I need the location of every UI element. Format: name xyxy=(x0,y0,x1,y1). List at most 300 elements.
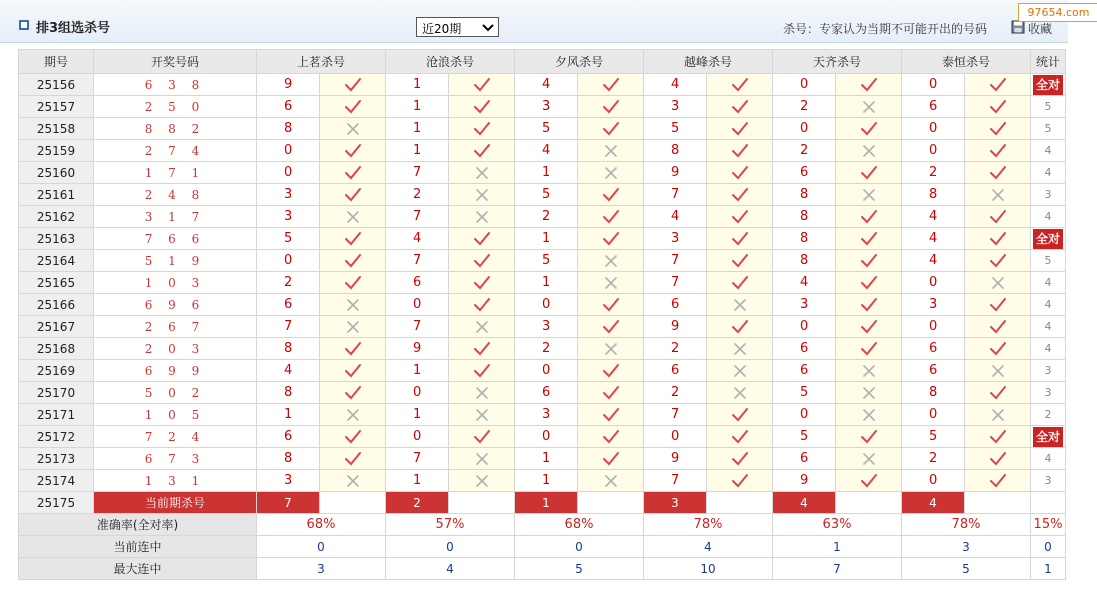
check-icon xyxy=(473,143,491,159)
result-mark-cell xyxy=(449,140,515,162)
result-mark-cell xyxy=(707,426,773,448)
kill-number-cell: 2 xyxy=(773,140,836,162)
issue-cell: 25159 xyxy=(19,140,94,162)
result-mark-cell xyxy=(965,272,1031,294)
result-mark-cell xyxy=(449,206,515,228)
result-mark-cell xyxy=(578,404,644,426)
result-mark-cell xyxy=(449,470,515,492)
result-mark-cell xyxy=(578,228,644,250)
check-icon xyxy=(473,99,491,115)
result-mark-cell xyxy=(836,96,902,118)
stat-cell: 3 xyxy=(1031,470,1066,492)
draw-number-cell: 2 0 3 xyxy=(94,338,257,360)
kill-number-cell: 2 xyxy=(773,96,836,118)
draw-number-cell: 2 6 7 xyxy=(94,316,257,338)
check-icon xyxy=(602,77,620,93)
kill-number-cell: 1 xyxy=(515,162,578,184)
result-mark-cell xyxy=(707,316,773,338)
check-icon xyxy=(602,429,620,445)
stat-cell: 3 xyxy=(1031,184,1066,206)
stat-cell: 3 xyxy=(1031,360,1066,382)
result-mark-cell xyxy=(320,360,386,382)
draw-number-cell: 2 7 4 xyxy=(94,140,257,162)
title-square-icon xyxy=(19,20,29,30)
result-mark-cell xyxy=(449,360,515,382)
check-icon xyxy=(473,231,491,247)
table-row xyxy=(19,228,1066,250)
issue-cell: 25165 xyxy=(19,272,94,294)
result-mark-cell xyxy=(320,96,386,118)
result-mark-cell xyxy=(578,206,644,228)
kill-number-cell: 7 xyxy=(644,404,707,426)
result-mark-cell xyxy=(449,228,515,250)
cross-icon xyxy=(473,385,491,401)
draw-number-cell: 1 7 1 xyxy=(94,162,257,184)
check-icon xyxy=(602,385,620,401)
draw-number-cell: 6 9 6 xyxy=(94,294,257,316)
current-streak-row-value: 4 xyxy=(644,536,773,558)
kill-number-cell: 1 xyxy=(515,272,578,294)
result-mark-cell xyxy=(836,140,902,162)
col-header-expert: 天齐杀号 xyxy=(773,50,902,74)
kill-number-cell: 6 xyxy=(773,338,836,360)
check-icon xyxy=(989,253,1007,269)
draw-number-cell: 3 1 7 xyxy=(94,206,257,228)
check-icon xyxy=(731,121,749,137)
result-mark-cell xyxy=(320,74,386,96)
max-streak-row-value: 10 xyxy=(644,558,773,580)
save-icon[interactable] xyxy=(1011,20,1025,34)
kill-number-cell: 0 xyxy=(773,118,836,140)
period-select[interactable] xyxy=(416,17,499,37)
kill-number-cell: 5 xyxy=(257,228,320,250)
cross-icon xyxy=(473,451,491,467)
check-icon xyxy=(731,407,749,423)
table-row xyxy=(19,448,1066,470)
accuracy-row-value: 68% xyxy=(515,514,644,536)
kill-number-cell: 0 xyxy=(515,426,578,448)
kill-number-cell: 0 xyxy=(773,74,836,96)
result-mark-cell xyxy=(449,338,515,360)
kill-number-cell: 5 xyxy=(902,426,965,448)
check-icon xyxy=(473,341,491,357)
check-icon xyxy=(473,77,491,93)
kill-number-cell: 4 xyxy=(902,228,965,250)
kill-number-cell: 0 xyxy=(515,360,578,382)
result-mark-cell xyxy=(836,360,902,382)
check-icon xyxy=(344,451,362,467)
cross-icon xyxy=(473,165,491,181)
issue-cell: 25157 xyxy=(19,96,94,118)
check-icon xyxy=(860,253,878,269)
kill-number-cell: 4 xyxy=(386,228,449,250)
check-icon xyxy=(473,275,491,291)
kill-number-cell: 0 xyxy=(902,272,965,294)
table-row xyxy=(19,96,1066,118)
result-mark-cell xyxy=(836,206,902,228)
stat-cell: 2 xyxy=(1031,404,1066,426)
cross-icon xyxy=(473,187,491,203)
draw-number-cell: 6 3 8 xyxy=(94,74,257,96)
kill-number-cell: 8 xyxy=(773,250,836,272)
current-streak-row-label: 当前连中 xyxy=(19,536,257,558)
kill-number-cell: 6 xyxy=(257,426,320,448)
result-mark-cell xyxy=(836,228,902,250)
max-streak-row-value: 7 xyxy=(773,558,902,580)
all-correct-badge: 全对 xyxy=(1033,75,1063,95)
check-icon xyxy=(473,297,491,313)
check-icon xyxy=(602,297,620,313)
current-streak-row-value: 3 xyxy=(902,536,1031,558)
kill-number-cell: 0 xyxy=(902,404,965,426)
cross-icon xyxy=(860,407,878,423)
kill-number-cell: 5 xyxy=(515,250,578,272)
check-icon xyxy=(989,77,1007,93)
kill-number-cell: 5 xyxy=(515,118,578,140)
issue-cell: 25164 xyxy=(19,250,94,272)
cross-icon xyxy=(731,385,749,401)
max-streak-row-value: 5 xyxy=(902,558,1031,580)
result-mark-cell xyxy=(578,162,644,184)
check-icon xyxy=(989,143,1007,159)
kill-number-cell: 3 xyxy=(515,404,578,426)
result-mark-cell xyxy=(707,228,773,250)
cross-icon xyxy=(989,187,1007,203)
result-mark-cell xyxy=(836,382,902,404)
current-kill-row xyxy=(19,492,1066,514)
kill-number-cell: 1 xyxy=(386,96,449,118)
col-header-draw: 开奖号码 xyxy=(94,50,257,74)
kill-number-cell: 6 xyxy=(515,382,578,404)
page-header xyxy=(0,0,1068,43)
table-row xyxy=(19,404,1066,426)
kill-number-cell: 8 xyxy=(902,382,965,404)
result-mark-cell xyxy=(836,316,902,338)
kill-number-cell: 0 xyxy=(902,316,965,338)
draw-number-cell: 1 0 3 xyxy=(94,272,257,294)
draw-number-cell: 6 7 3 xyxy=(94,448,257,470)
result-mark-cell xyxy=(707,404,773,426)
kill-number-cell: 5 xyxy=(644,118,707,140)
result-mark-cell xyxy=(707,96,773,118)
issue-cell: 25171 xyxy=(19,404,94,426)
check-icon xyxy=(731,319,749,335)
check-icon xyxy=(602,209,620,225)
result-mark-cell xyxy=(578,184,644,206)
result-mark-cell xyxy=(965,140,1031,162)
col-header-stat: 统计 xyxy=(1031,50,1066,74)
result-mark-cell xyxy=(965,316,1031,338)
kill-number-cell: 8 xyxy=(257,448,320,470)
result-mark-cell xyxy=(449,404,515,426)
result-mark-cell xyxy=(965,118,1031,140)
period-select-value[interactable]: 近20期 xyxy=(422,22,462,36)
stat-cell: 4 xyxy=(1031,272,1066,294)
max-streak-row xyxy=(19,558,1066,580)
cross-icon xyxy=(473,209,491,225)
kill-number-cell: 6 xyxy=(902,96,965,118)
col-header-expert: 上茗杀号 xyxy=(257,50,386,74)
check-icon xyxy=(989,231,1007,247)
check-icon xyxy=(731,187,749,203)
check-icon xyxy=(344,143,362,159)
result-mark-cell xyxy=(320,140,386,162)
cross-icon xyxy=(860,363,878,379)
result-mark-cell xyxy=(320,338,386,360)
result-mark-cell xyxy=(320,228,386,250)
check-icon xyxy=(602,319,620,335)
result-mark-cell xyxy=(320,162,386,184)
check-icon xyxy=(860,473,878,489)
kill-number-cell: 2 xyxy=(515,338,578,360)
issue-cell: 25174 xyxy=(19,470,94,492)
kill-number-cell: 3 xyxy=(515,316,578,338)
kill-number-cell: 4 xyxy=(902,206,965,228)
current-streak-row-value: 0 xyxy=(386,536,515,558)
kill-number-cell: 7 xyxy=(386,162,449,184)
kill-number-cell: 1 xyxy=(386,140,449,162)
kill-number-cell: 2 xyxy=(257,272,320,294)
result-mark-cell xyxy=(707,74,773,96)
current-streak-row-value: 0 xyxy=(257,536,386,558)
cross-icon xyxy=(473,473,491,489)
result-mark-cell xyxy=(707,338,773,360)
kill-number-cell: 4 xyxy=(644,206,707,228)
kill-number-cell: 0 xyxy=(773,404,836,426)
cross-icon xyxy=(860,99,878,115)
result-mark-cell xyxy=(449,74,515,96)
result-mark-cell xyxy=(965,206,1031,228)
result-mark-cell xyxy=(836,404,902,426)
result-mark-cell xyxy=(836,162,902,184)
kill-number-cell: 7 xyxy=(644,470,707,492)
check-icon xyxy=(731,473,749,489)
kill-number-cell: 4 xyxy=(515,140,578,162)
kill-number-cell: 8 xyxy=(773,206,836,228)
kill-number-cell: 0 xyxy=(515,294,578,316)
max-streak-row-label: 最大连中 xyxy=(19,558,257,580)
result-mark-cell xyxy=(320,250,386,272)
stat-cell: 4 xyxy=(1031,294,1066,316)
check-icon xyxy=(344,363,362,379)
kill-number-cell: 0 xyxy=(386,426,449,448)
result-mark-cell xyxy=(578,118,644,140)
accuracy-row-value: 63% xyxy=(773,514,902,536)
table-row xyxy=(19,162,1066,184)
table-header-row xyxy=(19,50,1066,74)
table-row xyxy=(19,470,1066,492)
result-mark-cell xyxy=(707,184,773,206)
check-icon xyxy=(602,99,620,115)
issue-cell: 25161 xyxy=(19,184,94,206)
check-icon xyxy=(731,77,749,93)
stat-cell: 4 xyxy=(1031,338,1066,360)
draw-number-cell: 2 4 8 xyxy=(94,184,257,206)
kill-number-cell: 7 xyxy=(644,250,707,272)
kill-number-cell: 0 xyxy=(902,74,965,96)
kill-number-cell: 0 xyxy=(386,294,449,316)
result-mark-cell xyxy=(965,96,1031,118)
issue-cell: 25162 xyxy=(19,206,94,228)
current-kill-number: 4 xyxy=(773,492,836,514)
check-icon xyxy=(989,451,1007,467)
check-icon xyxy=(602,451,620,467)
check-icon xyxy=(602,231,620,247)
site-watermark: 97654.com xyxy=(1018,3,1097,22)
draw-number-cell: 8 8 2 xyxy=(94,118,257,140)
cross-icon xyxy=(344,297,362,313)
stat-cell: 4 xyxy=(1031,206,1066,228)
kill-number-cell: 6 xyxy=(773,360,836,382)
result-mark-cell xyxy=(965,74,1031,96)
result-mark-cell xyxy=(965,360,1031,382)
check-icon xyxy=(989,121,1007,137)
kill-number-cell: 1 xyxy=(386,470,449,492)
table-row xyxy=(19,250,1066,272)
result-mark-cell xyxy=(578,250,644,272)
accuracy-row xyxy=(19,514,1066,536)
result-mark-cell xyxy=(836,118,902,140)
check-icon xyxy=(989,473,1007,489)
kill-number-cell: 9 xyxy=(773,470,836,492)
kill-number-cell: 3 xyxy=(773,294,836,316)
check-icon xyxy=(989,209,1007,225)
issue-cell: 25166 xyxy=(19,294,94,316)
result-mark-cell xyxy=(707,294,773,316)
issue-cell: 25170 xyxy=(19,382,94,404)
kill-number-cell: 9 xyxy=(644,162,707,184)
all-correct-badge: 全对 xyxy=(1033,229,1063,249)
check-icon xyxy=(731,165,749,181)
empty-cell xyxy=(320,492,386,514)
check-icon xyxy=(602,121,620,137)
result-mark-cell xyxy=(449,294,515,316)
result-mark-cell xyxy=(965,294,1031,316)
check-icon xyxy=(344,385,362,401)
cross-icon xyxy=(602,253,620,269)
stat-cell: 4 xyxy=(1031,316,1066,338)
col-header-issue: 期号 xyxy=(19,50,94,74)
stat-cell: 5 xyxy=(1031,118,1066,140)
check-icon xyxy=(860,319,878,335)
result-mark-cell xyxy=(449,448,515,470)
kill-number-cell: 8 xyxy=(257,382,320,404)
table-row xyxy=(19,118,1066,140)
stat-cell: 4 xyxy=(1031,448,1066,470)
result-mark-cell xyxy=(578,294,644,316)
kill-number-cell: 0 xyxy=(257,250,320,272)
result-mark-cell xyxy=(836,426,902,448)
check-icon xyxy=(473,253,491,269)
max-streak-row-value: 4 xyxy=(386,558,515,580)
kill-number-cell: 1 xyxy=(257,404,320,426)
cross-icon xyxy=(731,297,749,313)
check-icon xyxy=(344,165,362,181)
check-icon xyxy=(344,275,362,291)
stat-cell: 3 xyxy=(1031,382,1066,404)
issue-cell: 25168 xyxy=(19,338,94,360)
check-icon xyxy=(989,319,1007,335)
kill-number-cell: 7 xyxy=(644,184,707,206)
result-mark-cell xyxy=(578,360,644,382)
accuracy-row-total: 15% xyxy=(1031,514,1066,536)
draw-number-cell: 5 1 9 xyxy=(94,250,257,272)
kill-number-cell: 6 xyxy=(902,338,965,360)
kill-number-cell: 9 xyxy=(644,316,707,338)
result-mark-cell xyxy=(836,338,902,360)
chevron-down-icon[interactable] xyxy=(481,20,495,34)
result-mark-cell xyxy=(449,272,515,294)
cross-icon xyxy=(344,319,362,335)
cross-icon xyxy=(989,363,1007,379)
kill-number-cell: 6 xyxy=(644,294,707,316)
kill-number-table xyxy=(18,49,1066,580)
max-streak-row-value: 3 xyxy=(257,558,386,580)
accuracy-row-value: 78% xyxy=(644,514,773,536)
check-icon xyxy=(989,429,1007,445)
empty-cell xyxy=(965,492,1031,514)
kill-number-cell: 0 xyxy=(773,316,836,338)
kill-number-cell: 0 xyxy=(257,140,320,162)
table-row xyxy=(19,360,1066,382)
issue-cell: 25163 xyxy=(19,228,94,250)
table-row xyxy=(19,316,1066,338)
result-mark-cell xyxy=(320,404,386,426)
favorite-link[interactable]: 收藏 xyxy=(1028,22,1053,36)
draw-number-cell: 5 0 2 xyxy=(94,382,257,404)
accuracy-row-label: 准确率(全对率) xyxy=(19,514,257,536)
check-icon xyxy=(344,253,362,269)
result-mark-cell xyxy=(578,96,644,118)
stat-cell xyxy=(1031,228,1066,250)
kill-description: 杀号：专家认为当期不可能开出的号码 xyxy=(783,22,988,36)
cross-icon xyxy=(989,407,1007,423)
kill-number-cell: 0 xyxy=(386,382,449,404)
kill-number-cell: 8 xyxy=(257,118,320,140)
check-icon xyxy=(860,341,878,357)
result-mark-cell xyxy=(836,294,902,316)
result-mark-cell xyxy=(578,470,644,492)
kill-number-cell: 9 xyxy=(644,448,707,470)
kill-number-cell: 1 xyxy=(386,360,449,382)
kill-number-cell: 0 xyxy=(902,140,965,162)
result-mark-cell xyxy=(320,470,386,492)
check-icon xyxy=(860,165,878,181)
result-mark-cell xyxy=(578,316,644,338)
result-mark-cell xyxy=(836,184,902,206)
cross-icon xyxy=(731,363,749,379)
result-mark-cell xyxy=(320,448,386,470)
result-mark-cell xyxy=(836,470,902,492)
cross-icon xyxy=(602,341,620,357)
check-icon xyxy=(989,165,1007,181)
kill-number-cell: 1 xyxy=(515,470,578,492)
cross-icon xyxy=(602,143,620,159)
result-mark-cell xyxy=(578,74,644,96)
check-icon xyxy=(731,451,749,467)
empty-cell xyxy=(707,492,773,514)
kill-number-cell: 0 xyxy=(257,162,320,184)
issue-cell: 25167 xyxy=(19,316,94,338)
stat-cell: 4 xyxy=(1031,162,1066,184)
kill-number-cell: 6 xyxy=(257,294,320,316)
issue-cell: 25175 xyxy=(19,492,94,514)
cross-icon xyxy=(731,341,749,357)
result-mark-cell xyxy=(965,404,1031,426)
current-streak-row xyxy=(19,536,1066,558)
kill-number-cell: 4 xyxy=(644,74,707,96)
current-kill-number: 1 xyxy=(515,492,578,514)
